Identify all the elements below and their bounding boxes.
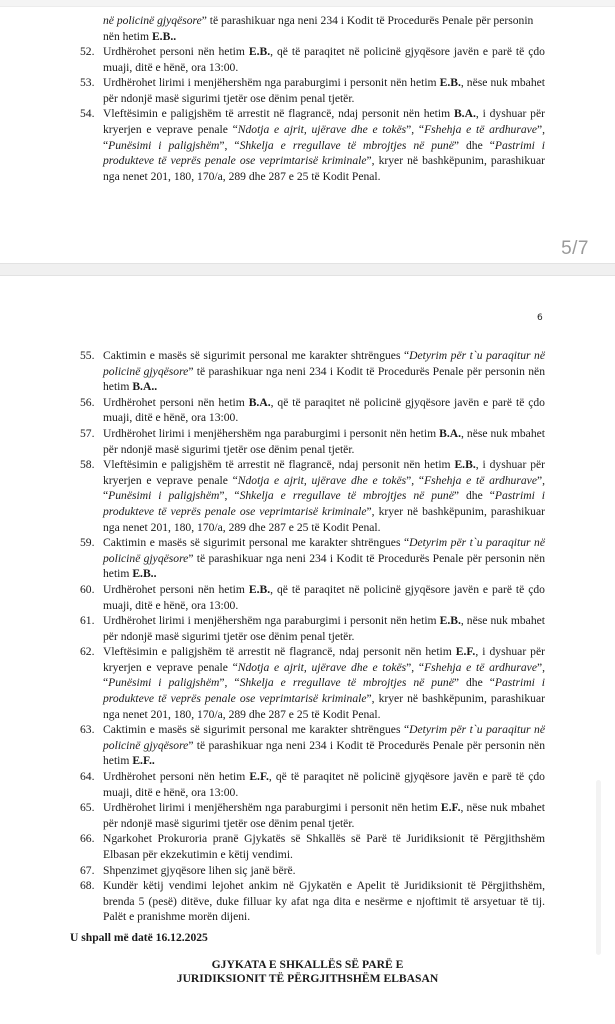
item-number: 66. [80, 832, 95, 846]
court-name-line-2: JURIDIKSIONIT TË PËRGJITHSHËM ELBASAN [176, 972, 439, 985]
item-number: 52. [80, 45, 95, 58]
person-initials: B.A. [453, 107, 476, 121]
text: , nëse nuk mbahet për ndonjë masë sigurimi tjetër ose dënim penal tjetër. [103, 76, 545, 105]
person-initials: E.B. [248, 45, 271, 58]
text: , i dyshuar për kryerjen e veprave penale “ [103, 645, 545, 674]
text: ” të parashikuar nga neni 234 i Kodit të Procedurës Penale për personin nën hetim [103, 364, 545, 394]
text: ”, “ [103, 122, 546, 152]
item-number: 64. [80, 770, 95, 784]
text: , nëse nuk mbahet për ndonjë masë sigurimi tjetër ose dënim penal tjetër. [103, 614, 545, 643]
text: Ngarkohet Prokuroria pranë Gjykatës së Shkallës së Parë të Juridiksionit të Përgjithshëm Elbasan për ekzekutimin e këtij vendimi. [103, 832, 545, 861]
list-item [80, 348, 545, 395]
list-item [80, 106, 545, 184]
person-initials: E.B. [454, 458, 476, 472]
item-51-continuation [103, 13, 545, 44]
offence-name: Punësimi i paligjshëm [108, 138, 220, 152]
list-item [80, 769, 545, 800]
offence-name: Punësimi i paligjshëm [108, 676, 220, 690]
list-item [80, 722, 545, 769]
court-signature-block [0, 958, 615, 986]
italic-phrase: Detyrim për t`u paraqitur në policinë gjyqësore [103, 536, 546, 565]
offence-name: Ndotja e ajrit, ujërave dhe e tokës [237, 660, 407, 674]
text: Vleftësimin e paligjshëm të arrestit në flagrancë, ndaj personit nën hetim [103, 107, 454, 121]
announcement-date: U shpall më datë 16.12.2025 [70, 931, 208, 944]
text: ”, “ [103, 660, 546, 690]
item-number: 65. [80, 801, 95, 815]
item-number: 57. [80, 426, 95, 440]
person-initials: E.F. [440, 801, 461, 815]
person-initials: E.F.. [132, 754, 155, 768]
page-separator [0, 263, 615, 276]
text: Caktimin e masës së sigurimit personal me karakter shtrëngues “ [103, 536, 410, 550]
list-item [80, 44, 545, 75]
text: Urdhërohet personi nën hetim [103, 395, 249, 409]
person-initials: B.A. [439, 426, 462, 440]
person-initials: E.F. [249, 770, 269, 784]
person-initials: B.A.. [132, 380, 158, 394]
scrollbar[interactable] [596, 780, 601, 955]
offence-name: Shkelja e rregullave të mbrojtjes në punë [239, 138, 454, 152]
offence-name: Fshehja e të ardhurave [424, 473, 537, 487]
top-band [0, 0, 615, 7]
text: , nëse nuk mbahet për ndonjë masë sigurimi tjetër ose dënim penal tjetër. [103, 426, 545, 456]
text: ”, kryer në bashkëpunim, parashikuar nga nenet 201, 180, 170/a, 289 dhe 287 e 25 të Kodit Penal. [103, 692, 545, 721]
text: ”, “ [406, 122, 425, 136]
text: ” dhe “ [453, 489, 495, 503]
item-number: 68. [80, 879, 95, 893]
offence-name: Shkelja e rregullave të mbrojtjes në punë [239, 676, 454, 690]
list-item [80, 800, 545, 831]
text: ”, “ [406, 473, 425, 487]
item-number: 54. [80, 107, 95, 121]
text: Urdhërohet lirimi i menjëhershëm nga paraburgimi i personit nën hetim [103, 426, 440, 440]
offence-name: Punësimi i paligjshëm [108, 489, 220, 503]
text: Urdhërohet lirimi i menjëhershëm nga paraburgimi i personit nën hetim [103, 614, 440, 628]
text: Urdhërohet personi nën hetim [103, 770, 250, 784]
offence-name: Pastrimi i produkteve të veprës penale ose veprimtarisë kriminale [103, 489, 546, 518]
person-initials: E.B.. [132, 567, 157, 581]
offence-name: Fshehja e të ardhurave [424, 660, 537, 674]
list-item [80, 863, 545, 879]
text: Urdhërohet personi nën hetim [103, 582, 249, 596]
offence-name: Ndotja e ajrit, ujërave dhe e tokës [237, 122, 407, 136]
list-item [80, 535, 545, 582]
person-initials: E.F. [455, 645, 476, 659]
item-number: 56. [80, 395, 95, 409]
list-item [80, 613, 545, 644]
list-item [80, 878, 545, 925]
text: ” dhe “ [453, 676, 495, 690]
text: ”, “ [103, 473, 546, 503]
text: ” të parashikuar nga neni 234 i Kodit të Procedurës Penale për personin nën hetim [103, 738, 545, 768]
text: , që të paraqitet në policinë gjyqësore javën e parë të çdo muaji, ditë e hënë, ora 13:00. [103, 770, 545, 799]
text: ” të parashikuar nga neni 234 i Kodit të Procedurës Penale për personin nën hetim [103, 551, 545, 581]
item-number: 67. [80, 863, 95, 877]
text: ”, kryer në bashkëpunim, parashikuar nga nenet 201, 180, 170/a, 289 dhe 287 e 25 të Kodit Penal. [103, 504, 545, 534]
list-item [80, 75, 545, 106]
person-initials: E.B. [439, 614, 461, 628]
text: Vleftësimin e paligjshëm të arrestit në flagrancë, ndaj personit nën hetim [103, 645, 456, 659]
text: Caktimin e masës së sigurimit personal me karakter shtrëngues “ [103, 723, 410, 737]
text: Urdhërohet personi nën hetim [103, 45, 249, 58]
page-number: 6 [537, 313, 543, 323]
text: ” dhe “ [453, 138, 495, 152]
text: Caktimin e masës së sigurimit personal me karakter shtrëngues “ [103, 349, 410, 362]
text: ”, “ [219, 138, 240, 152]
offence-name: Ndotja e ajrit, ujërave dhe e tokës [237, 473, 407, 487]
item-number: 55. [80, 349, 95, 362]
text: ” të parashikuar nga neni 234 i Kodit të Procedurës Penale për personin nën hetim [103, 14, 534, 43]
text: ”, “ [219, 676, 240, 690]
item-number: 62. [80, 645, 95, 659]
person-initials: E.B.. [151, 29, 177, 43]
text: , i dyshuar për kryerjen e veprave penale “ [103, 458, 545, 487]
italic-phrase: në policinë gjyqësore [103, 14, 202, 27]
text: Urdhërohet lirimi i menjëhershëm nga paraburgimi i personit nën hetim [103, 801, 441, 815]
text: , që të paraqitet në policinë gjyqësore javën e parë të çdo muaji, ditë e hënë, ora 13:00. [103, 582, 545, 612]
court-name-line-1: GJYKATA E SHKALLËS SË PARË E [211, 958, 404, 971]
text: ”, kryer në bashkëpunim, parashikuar nga nenet 201, 180, 170/a, 289 dhe 287 e 25 të Kodit Penal. [103, 154, 545, 183]
offence-name: Pastrimi i produkteve të veprës penale ose veprimtarisë kriminale [103, 676, 546, 706]
offence-name: Fshehja e të ardhurave [424, 122, 537, 136]
text: , i dyshuar për kryerjen e veprave penale “ [103, 107, 545, 136]
item-number: 58. [80, 458, 95, 472]
text: , nëse nuk mbahet për ndonjë masë sigurimi tjetër ose dënim penal tjetër. [103, 801, 545, 830]
person-initials: B.A. [248, 395, 271, 409]
list-item [80, 831, 545, 862]
page-b-list [80, 348, 545, 925]
text: Urdhërohet lirimi i menjëhershëm nga paraburgimi i personit nën hetim [103, 76, 440, 90]
text: Kundër këtij vendimi lejohet ankim në Gjykatën e Apelit të Juridiksionit të Përgjithshëm, brenda 5 (pesë) ditëve, duke filluar ky afat nga dita e nesërme e njoftimit të arsyetuar të tij. Palët e pranishme morën dijeni. [103, 879, 545, 924]
list-item [80, 582, 545, 613]
text: , që të paraqitet në policinë gjyqësore javën e parë të çdo muaji, ditë e hënë, ora 13:00. [103, 395, 545, 425]
text: Vleftësimin e paligjshëm të arrestit në flagrancë, ndaj personit nën hetim [103, 458, 455, 472]
text: ”, “ [219, 489, 240, 503]
person-initials: E.B. [248, 582, 271, 596]
list-item [80, 426, 545, 457]
offence-name: Shkelja e rregullave të mbrojtjes në punë [239, 489, 454, 503]
text: ”, “ [406, 660, 425, 674]
text: , që të paraqitet në policinë gjyqësore javën e parë të çdo muaji, ditë e hënë, ora 13:00. [103, 45, 545, 74]
page-a-list [80, 44, 545, 184]
list-item [80, 457, 545, 535]
item-number: 61. [80, 614, 95, 628]
list-item [80, 395, 545, 426]
person-initials: E.B. [439, 76, 461, 90]
offence-name: Pastrimi i produkteve të veprës penale ose veprimtarisë kriminale [103, 138, 546, 168]
item-number: 63. [80, 723, 95, 737]
italic-phrase: Detyrim për t`u paraqitur në policinë gjyqësore [103, 723, 546, 752]
item-number: 59. [80, 536, 95, 550]
text: Shpenzimet gjyqësore lihen siç janë bërë. [103, 863, 296, 877]
italic-phrase: Detyrim për t`u paraqitur në policinë gjyqësore [103, 349, 546, 378]
item-number: 53. [80, 76, 95, 90]
page-indicator: 5/7 [561, 238, 589, 259]
list-item [80, 644, 545, 722]
item-number: 60. [80, 582, 95, 596]
